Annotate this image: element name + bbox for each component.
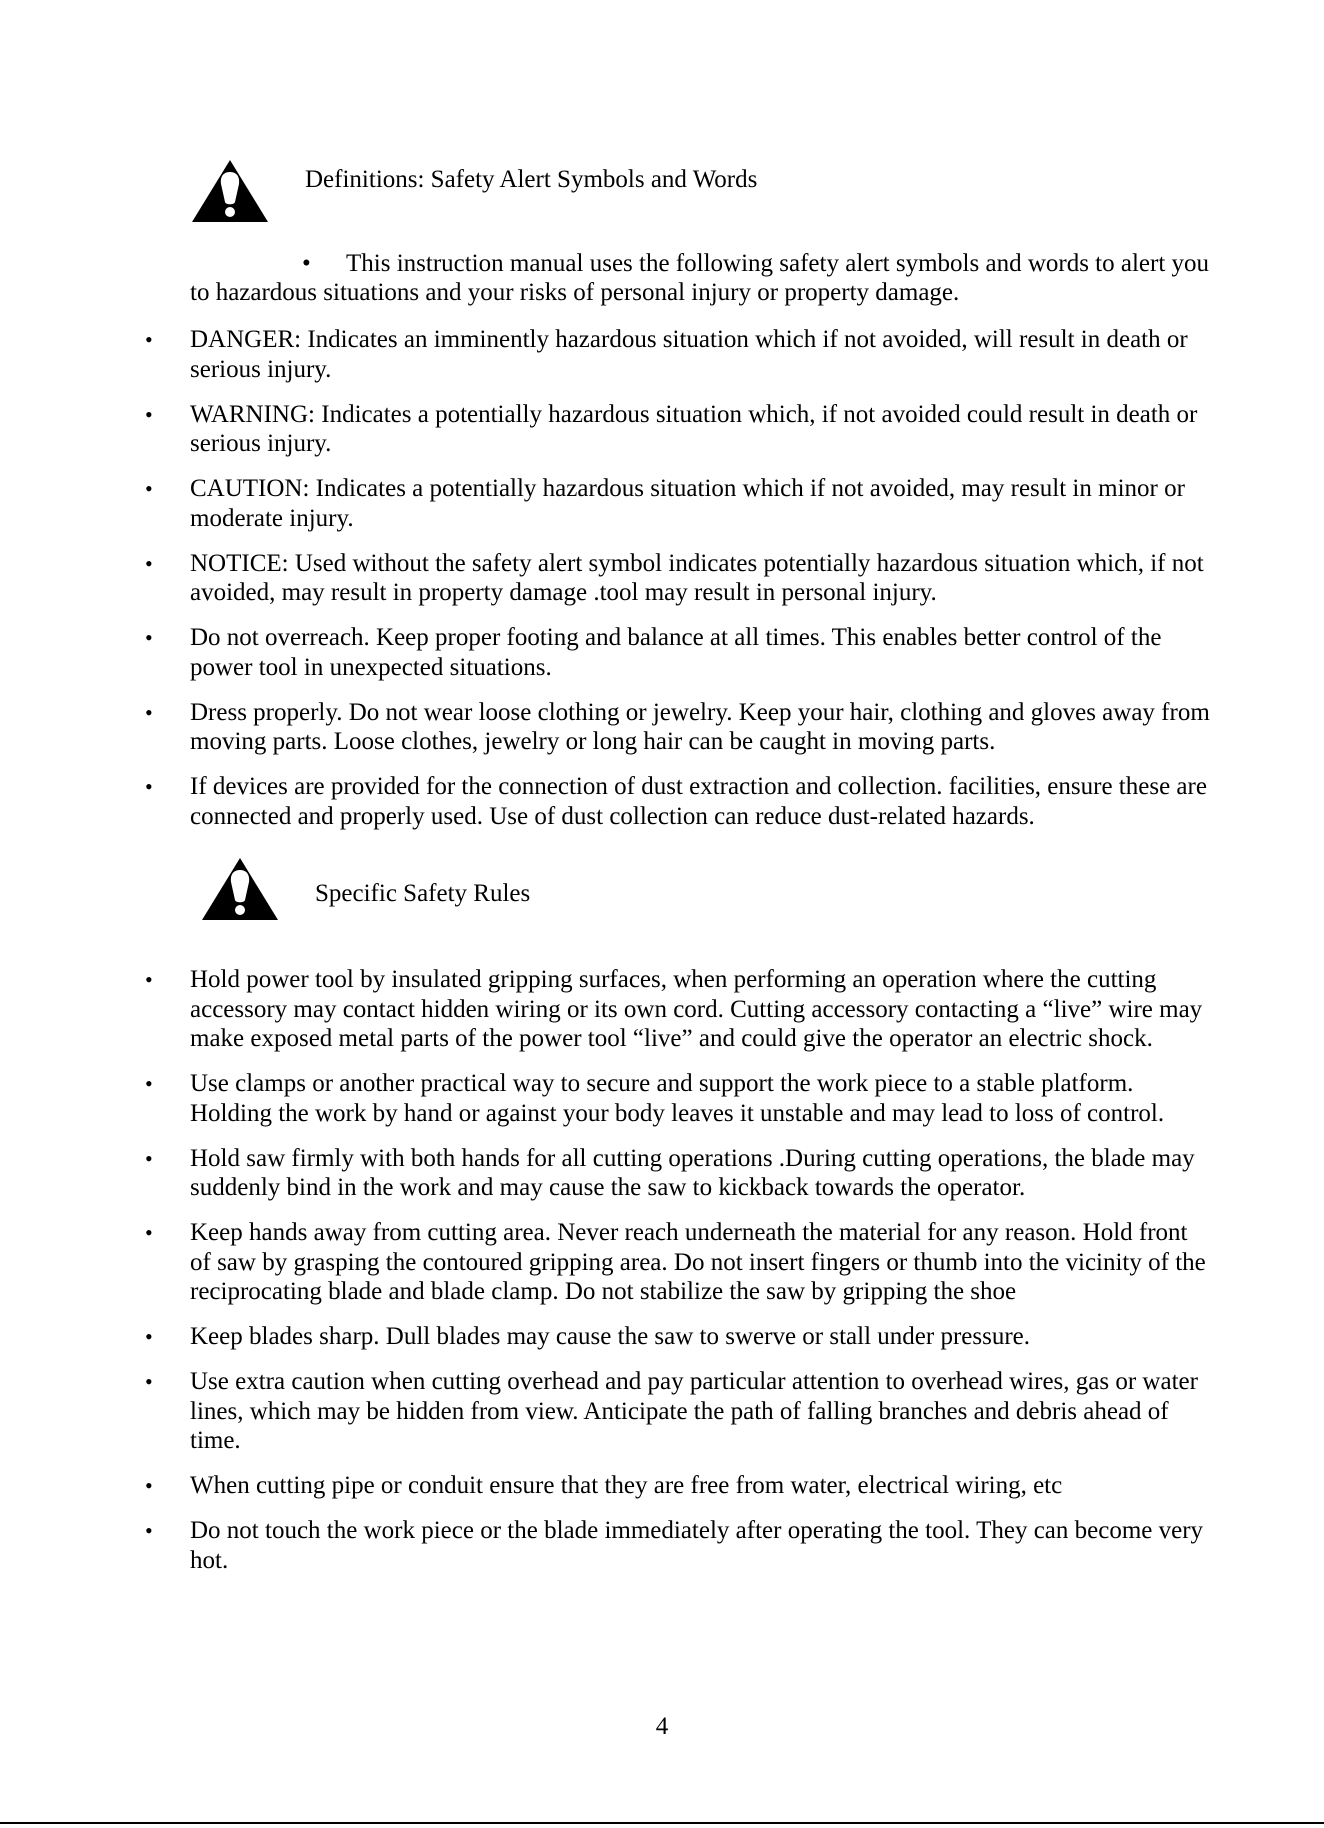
list-item: • Keep hands away from cutting area. Never reach underneath the material for any reason. Hold front of saw by grasping the contoured gripping area. Do not insert fingers or thumb into the vicinity of the reciprocating blade and blade clamp. Do not stabilize the saw by gripping the shoe bbox=[145, 1219, 1206, 1305]
bullet: • bbox=[302, 250, 311, 277]
intro-paragraph bbox=[190, 249, 1210, 307]
list-item: • Do not touch the work piece or the blade immediately after operating the tool. They can become very hot. bbox=[145, 1517, 1204, 1574]
warning-triangle-icon bbox=[200, 856, 280, 922]
list-item: • Use extra caution when cutting overhead and pay particular attention to overhead wires, gas or water lines, which may be hidden from view. Anticipate the path of falling branches and debris ahead of time. bbox=[145, 1368, 1198, 1454]
list-item: • DANGER: Indicates an imminently hazardous situation which if not avoided, will result in death or serious injury. bbox=[145, 326, 1188, 383]
list-item: • Use clamps or another practical way to secure and support the work piece to a stable platform. Holding the work by hand or against your body leaves it unstable and may lead to loss of control. bbox=[145, 1070, 1165, 1127]
section-heading-specific-safety-rules: Specific Safety Rules bbox=[315, 880, 531, 907]
definitions-list bbox=[0, 325, 1324, 847]
list-item: • Keep blades sharp. Dull blades may cause the saw to swerve or stall under pressure. bbox=[145, 1323, 1031, 1350]
list-item: • WARNING: Indicates a potentially hazardous situation which, if not avoided could result in death or serious injury. bbox=[145, 400, 1198, 457]
list-item: • When cutting pipe or conduit ensure that they are free from water, electrical wiring, etc bbox=[145, 1472, 1063, 1499]
intro-text: This instruction manual uses the following safety alert symbols and words to alert you to hazardous situations and your risks of personal injury or property damage. bbox=[190, 250, 1210, 306]
list-item: • Do not overreach. Keep proper footing and balance at all times. This enables better control of the power tool in unexpected situations. bbox=[145, 624, 1162, 681]
safety-rules-list bbox=[0, 965, 1324, 1591]
list-item: • Hold saw firmly with both hands for all cutting operations .During cutting operations, the blade may suddenly bind in the work and may cause the saw to kickback towards the operator. bbox=[145, 1144, 1195, 1201]
section-heading-definitions: Definitions: Safety Alert Symbols and Words bbox=[305, 166, 758, 193]
list-item: • If devices are provided for the connection of dust extraction and collection. facilities, ensure these are connected and properly used. Use of dust collection can reduce dust-related hazards. bbox=[145, 773, 1207, 830]
list-item: • CAUTION: Indicates a potentially hazardous situation which if not avoided, may result in minor or moderate injury. bbox=[145, 475, 1185, 532]
list-item: • Dress properly. Do not wear loose clothing or jewelry. Keep your hair, clothing and gloves away from moving parts. Loose clothes, jewelry or long hair can be caught in moving parts. bbox=[145, 698, 1210, 755]
list-item: • Hold power tool by insulated gripping surfaces, when performing an operation where the cutting accessory may contact hidden wiring or its own cord. Cutting accessory contacting a “live” wire may make exposed metal parts of the power tool “live” and could give the operator an electric shock. bbox=[145, 966, 1203, 1052]
list-item: • NOTICE: Used without the safety alert symbol indicates potentially hazardous situation which, if not avoided, may result in property damage .tool may result in personal injury. bbox=[145, 549, 1204, 606]
bottom-rule bbox=[0, 1822, 1324, 1824]
warning-triangle-icon bbox=[190, 158, 270, 224]
page-number: 4 bbox=[655, 1713, 669, 1740]
